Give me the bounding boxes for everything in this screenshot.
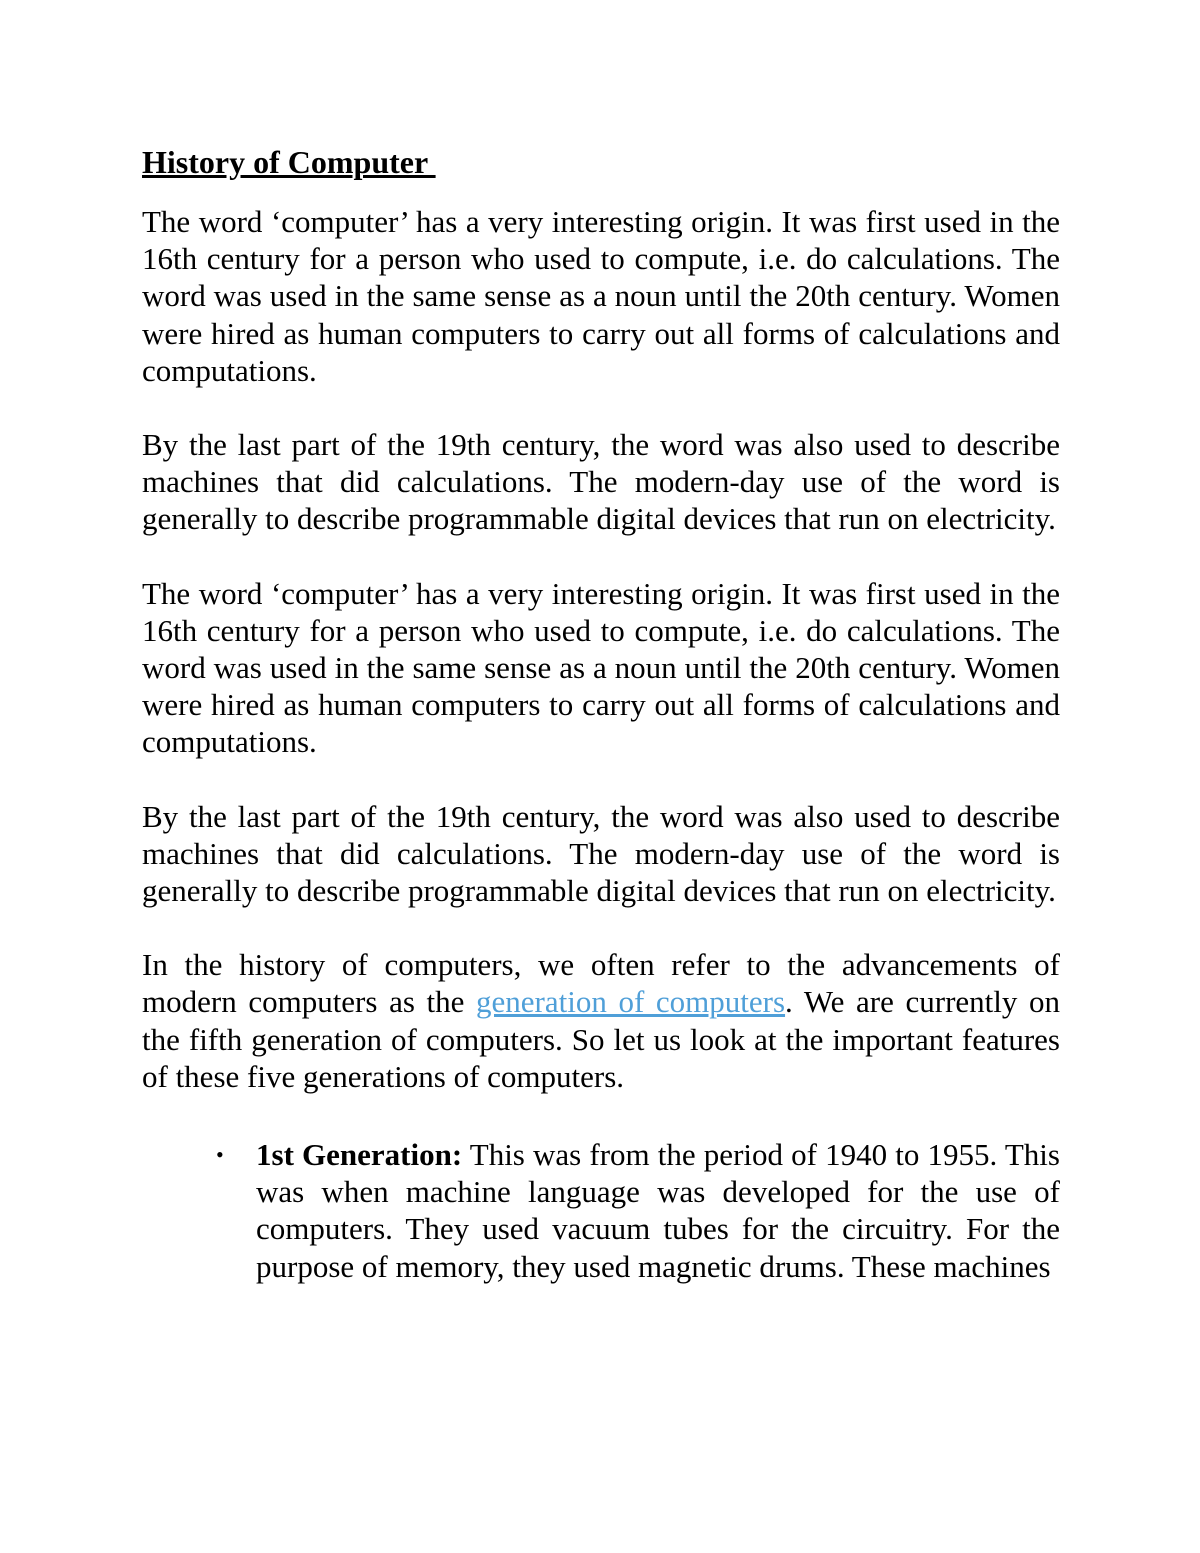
- list-item-1st-generation: [216, 1136, 1060, 1285]
- document-title: History of Computer: [142, 144, 436, 180]
- generations-list: [142, 1136, 1060, 1285]
- generation-of-computers-link[interactable]: generation of computers: [476, 984, 786, 1020]
- paragraph-19th-century-repeat: By the last part of the 19th century, the word was also used to describe machines that did calculations. The modern-day use of the word is generally to describe programmable digital devices that run on electricity.: [142, 798, 1060, 909]
- paragraph-origin: The word ‘computer’ has a very interesting origin. It was first used in the 16th century for a person who used to compute, i.e. do calculations. The word was used in the same sense as a noun until the 20th century. Women were hired as human computers to carry out all forms of calculations and computations.: [142, 204, 1060, 388]
- generation-label: 1st Generation:: [256, 1137, 463, 1173]
- generation-description: This was from the period of 1940 to 1955. This was when machine language was developed for the use of computers. They used vacuum tubes for the circuitry. For the purpose of memory, they used magnetic drums. These machines: [256, 1137, 1060, 1284]
- paragraph-generations-intro: [142, 946, 1060, 1095]
- bullet-icon: •: [216, 1142, 224, 1168]
- paragraph-origin-repeat: The word ‘computer’ has a very interesting origin. It was first used in the 16th century for a person who used to compute, i.e. do calculations. The word was used in the same sense as a noun until the 20th century. Women were hired as human computers to carry out all forms of calculations and computations.: [142, 575, 1060, 760]
- intro-text-before-link: In the history of computers, we often refer to the advancements of modern computers as the: [142, 947, 1060, 1020]
- document-page: [142, 140, 1060, 1285]
- intro-text-after-link: . We are currently on the fifth generation of computers. So let us look at the important features of these five generations of computers.: [142, 984, 1060, 1094]
- paragraph-19th-century: By the last part of the 19th century, the word was also used to describe machines that did calculations. The modern-day use of the word is generally to describe programmable digital devices that run on electricity.: [142, 427, 1060, 537]
